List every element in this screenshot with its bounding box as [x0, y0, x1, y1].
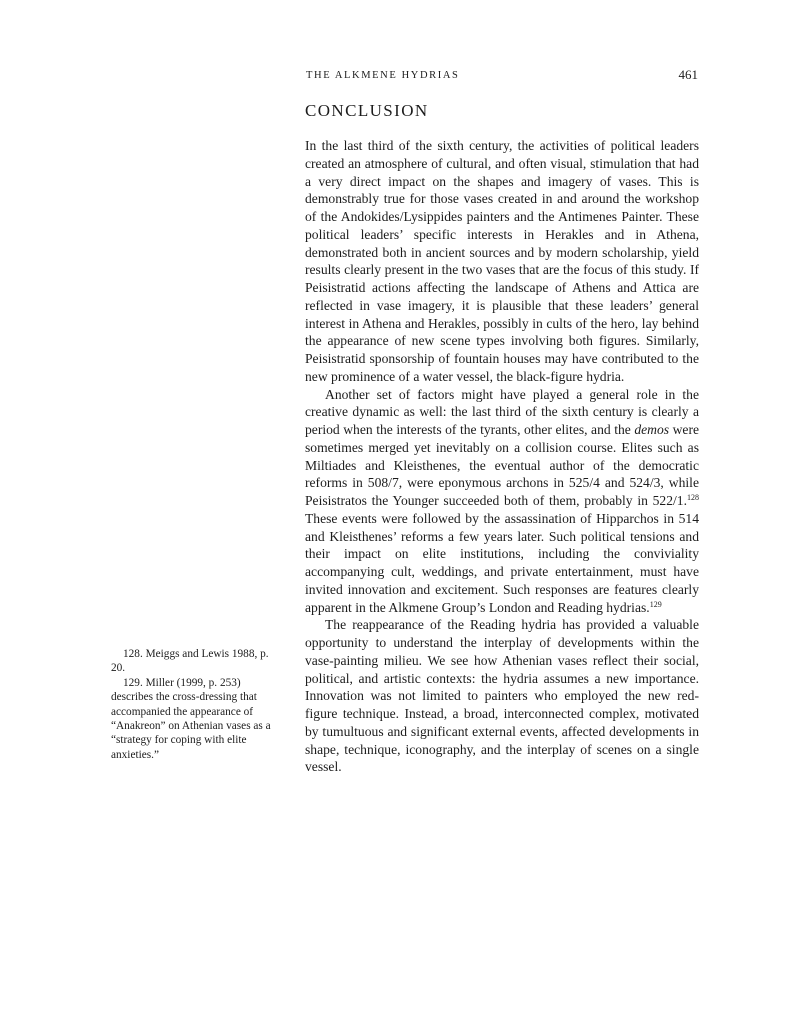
footnotes	[111, 647, 281, 762]
body-text	[305, 137, 699, 776]
footnote-ref-128[interactable]: 128	[687, 493, 699, 502]
paragraph-2-text-b: were sometimes merged yet inevitably on a collision course. Elites such as Miltiades and Kleisthenes, the eventual author of the democratic reforms in 508/7, were eponymous archons in 525/4 and 524/3, while Peisistratos the Younger succeeded both of them, probably in 522/1.	[305, 422, 700, 508]
paragraph-2-text-a: Another set of factors might have played a general role in the creative dynamic as well: the last third of the sixth century is clearly a period when the interests of the tyrants, other elites, and the	[305, 386, 699, 437]
page-number: 461	[678, 67, 698, 82]
demos-term: demos	[634, 422, 670, 437]
footnote-129: 129. Miller (1999, p. 253) describes the cross-dressing that accompanied the appearance of “Anakreon” on Athenian vases as a “strategy for coping with elite anxieties.”	[111, 676, 271, 761]
section-title: CONCLUSION	[305, 101, 429, 120]
footnote-128: 128. Meiggs and Lewis 1988, p. 20.	[111, 648, 269, 675]
footnote-ref-129[interactable]: 129	[649, 599, 662, 609]
running-head: THE ALKMENE HYDRIAS	[306, 70, 460, 81]
paragraph-2-text-c: These events were followed by the assassination of Hipparchos in 514 and Kleisthenes’ reforms a few years later. Such political tensions and their impact on elite institutions, including the conviviality accompanying cult, weddings, and private entertainment, must have invited innovation and excitement. Such responses are features clearly apparent in the Alkmene Group’s London and Reading hydrias.	[305, 510, 699, 615]
paragraph-1: In the last third of the sixth century, the activities of political leaders created an atmosphere of cultural, and often visual, stimulation that had a very direct impact on the shapes and imagery of vases. This is demonstrably true for those vases created in and around the workshop of the Andokides/Lysippides painters and the Antimenes Painter. These political leaders’ specific interests in Herakles and in Athena, demonstrated both in ancient sources and by modern scholarship, yield results clearly present in the two vases that are the focus of this study. If Peisistratid actions affecting the landscape of Athens and Attica are reflected in vase imagery, it is plausible that these leaders’ general interest in Athena and Herakles, possibly in cults of the hero, lay behind the appearance of new scene types involving both figures. Similarly, Peisistratid sponsorship of fountain houses may have contributed to the new prominence of a water vessel, the black-figure hydria.	[305, 138, 699, 384]
paragraph-3: The reappearance of the Reading hydria has provided a valuable opportunity to understand the interplay of developments within the vase-painting milieu. We see how Athenian vases reflect their social, political, and artistic contexts: the hydria assumes a new importance. Innovation was not limited to painters who employed the new red-figure technique. Instead, a broad, interconnected complex, motivated by tumultuous and significant external events, affected developments in shape, technique, iconography, and the interplay of scenes on a single vessel.	[305, 617, 699, 775]
paragraph-2	[305, 386, 699, 617]
